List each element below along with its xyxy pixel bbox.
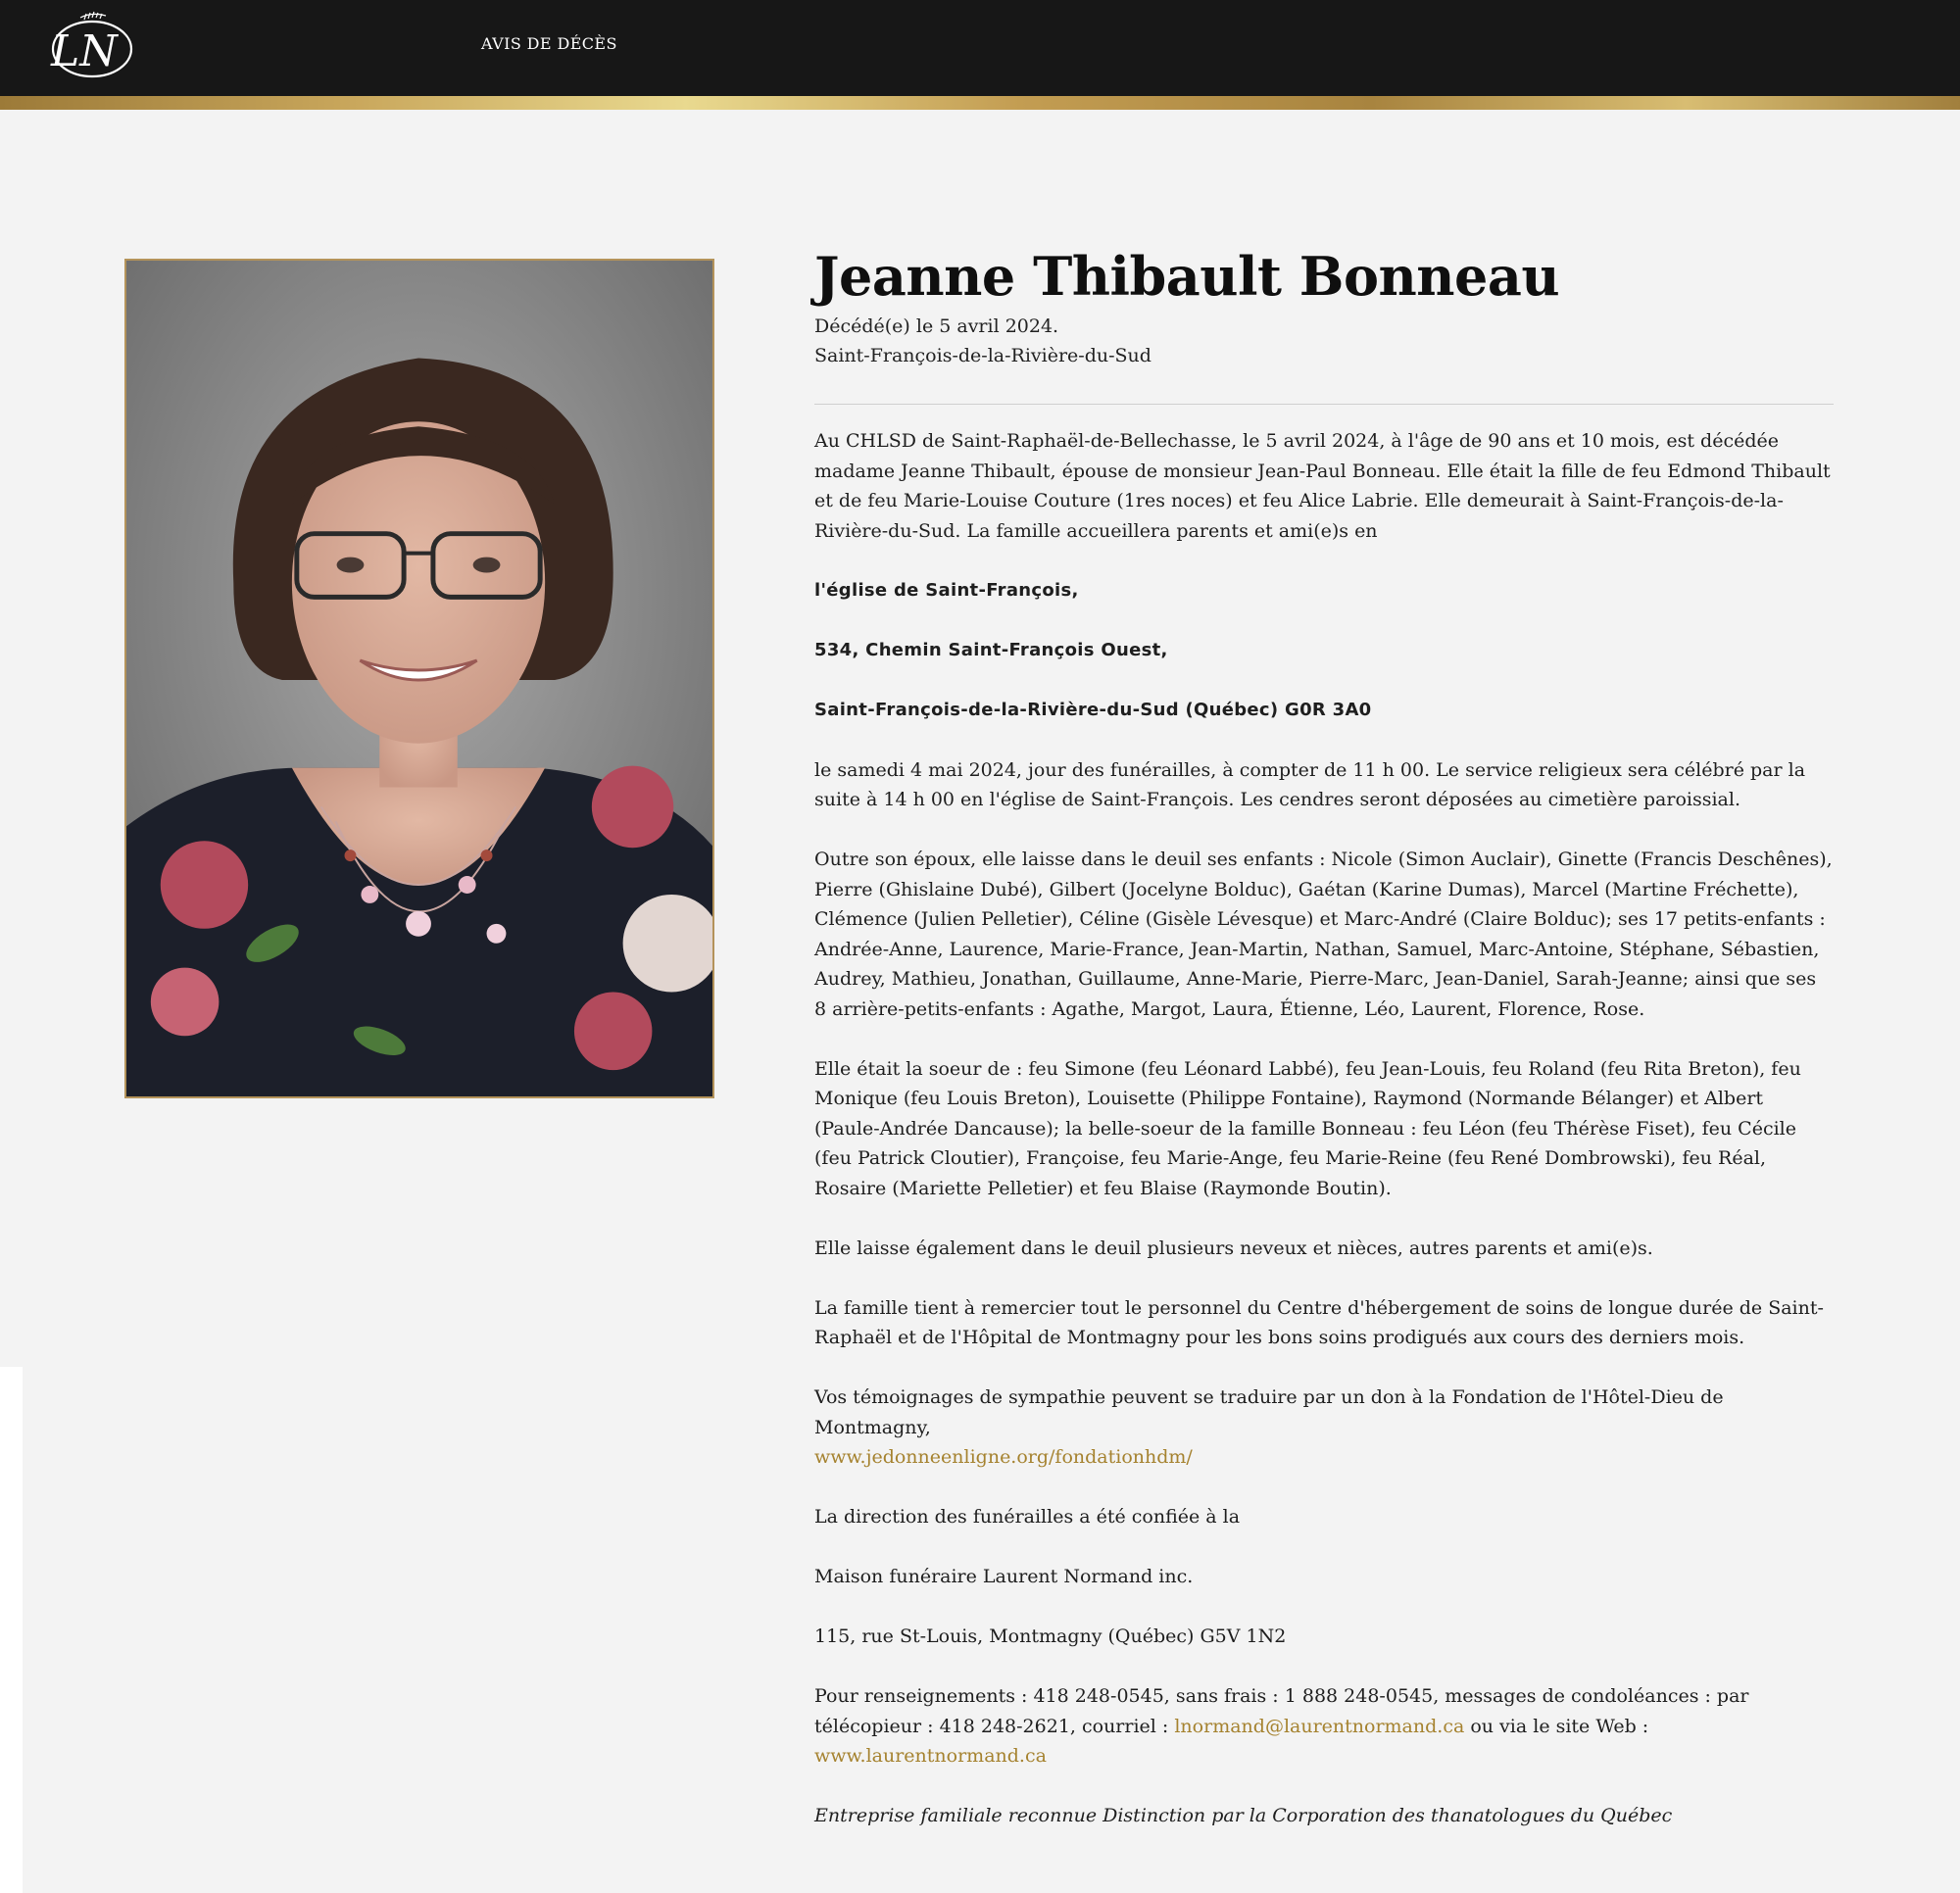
contact-mid-text: ou via le site Web : [1470,1715,1649,1737]
donation-text: Vos témoignages de sympathie peuvent se traduire par un don à la Fondation de l'Hôtel-Dieu de Montmagny, [814,1386,1724,1438]
venue-name: l'église de Saint-François, [814,579,1079,601]
tagline: Entreprise familiale reconnue Distinction par la Corporation des thanatologues du Québec [814,1805,1673,1826]
funeral-home-name: Maison funéraire Laurent Normand inc. [814,1566,1194,1587]
deceased-location: Saint-François-de-la-Rivière-du-Sud [814,345,1152,366]
website-link[interactable]: www.laurentnormand.ca [814,1745,1047,1767]
thanks-paragraph: La famille tient à remercier tout le personnel du Centre d'hébergement de soins de longue durée de Saint-Raphaël et de l'Hôpital de Montmagny pour les bons soins prodigués aux cours des derniers mois. [814,1296,1824,1348]
gold-accent-band [0,96,1960,110]
intro-paragraph: Au CHLSD de Saint-Raphaël-de-Bellechasse, le 5 avril 2024, à l'âge de 90 ans et 10 mois, est décédée madame Jeanne Thibault, épouse de monsieur Jean-Paul Bonneau. Elle était la fille de feu Edmond Thibault et de feu Marie-Louise Couture (1res noces) et feu Alice Labrie. Elle demeurait à Saint-François-de-la-Rivière-du-Sud. La famille accueillera parents et ami(e)s en [814,430,1831,542]
death-date: Décédé(e) le 5 avril 2024. [814,316,1059,337]
relatives-paragraph: Elle laisse également dans le deuil plusieurs neveux et nièces, autres parents et ami(e)s. [814,1237,1653,1259]
service-paragraph: le samedi 4 mai 2024, jour des funérailles, à compter de 11 h 00. Le service religieux sera célébré par la suite à 14 h 00 en l'église de Saint-François. Les cendres seront déposées au cimetière paroissial. [814,758,1806,810]
portrait-photo [124,259,714,1098]
direction-paragraph: La direction des funérailles a été confiée à la [814,1506,1241,1528]
venue-city: Saint-François-de-la-Rivière-du-Sud (Québec) G0R 3A0 [814,699,1372,720]
portrait-illustration [126,261,712,1096]
deceased-name: Jeanne Thibault Bonneau [814,245,1560,308]
donation-link[interactable]: www.jedonneenligne.org/fondationhdm/ [814,1446,1193,1468]
family-paragraph: Outre son époux, elle laisse dans le deuil ses enfants : Nicole (Simon Auclair), Ginette (Francis Deschênes), Pierre (Ghislaine Dubé), Gilbert (Jocelyne Bolduc), Gaétan (Karine Dumas), Marcel (Martine Fréchette), Clémence (Julien Pelletier), Céline (Gisèle Lévesque) et Marc-André (Claire Bolduc); ses 17 petits-enfants : Andrée-Anne, Laurence, Marie-France, Jean-Martin, Nathan, Samuel, Marc-Antoine, Stéphane, Sébastien, Audrey, Mathieu, Jonathan, Guillaume, Anne-Marie, Pierre-Marc, Jean-Daniel, Sarah-Jeanne; ainsi que ses 8 arrière-petits-enfants : Agathe, Margot, Laura, Étienne, Léo, Laurent, Florence, Rose. [814,849,1833,1020]
funeral-home-address: 115, rue St-Louis, Montmagny (Québec) G5V 1N2 [814,1626,1287,1647]
ln-logo-icon[interactable] [41,10,139,82]
section-divider [814,404,1834,405]
obituary-content [814,241,1834,1861]
donation-paragraph [814,1383,1834,1473]
obituary-body [814,426,1834,1831]
email-link[interactable]: lnormand@laurentnormand.ca [1174,1715,1465,1737]
top-navigation-bar [0,0,1960,96]
contact-paragraph [814,1681,1834,1772]
venue-street: 534, Chemin Saint-François Ouest, [814,639,1168,660]
contact-text: Pour renseignements : 418 248-0545, sans frais : 1 888 248-0545, messages de condoléances : par télécopieur : 418 248-2621, courriel : [814,1685,1749,1737]
siblings-paragraph: Elle était la soeur de : feu Simone (feu Léonard Labbé), feu Jean-Louis, feu Roland (feu Rita Breton), feu Monique (feu Louis Breton), Louisette (Philippe Fontaine), Raymond (Normande Bélanger) et Albert (Paule-Andrée Dancause); la belle-soeur de la famille Bonneau : feu Léon (feu Thérèse Fiset), feu Cécile (feu Patrick Cloutier), Françoise, feu Marie-Ange, feu Marie-Reine (feu René Dombrowski), feu Réal, Rosaire (Mariette Pelletier) et feu Blaise (Raymonde Boutin). [814,1057,1801,1199]
nav-obituaries-link[interactable]: AVIS DE DÉCÈS [481,34,617,53]
svg-text:LN: LN [51,26,118,76]
